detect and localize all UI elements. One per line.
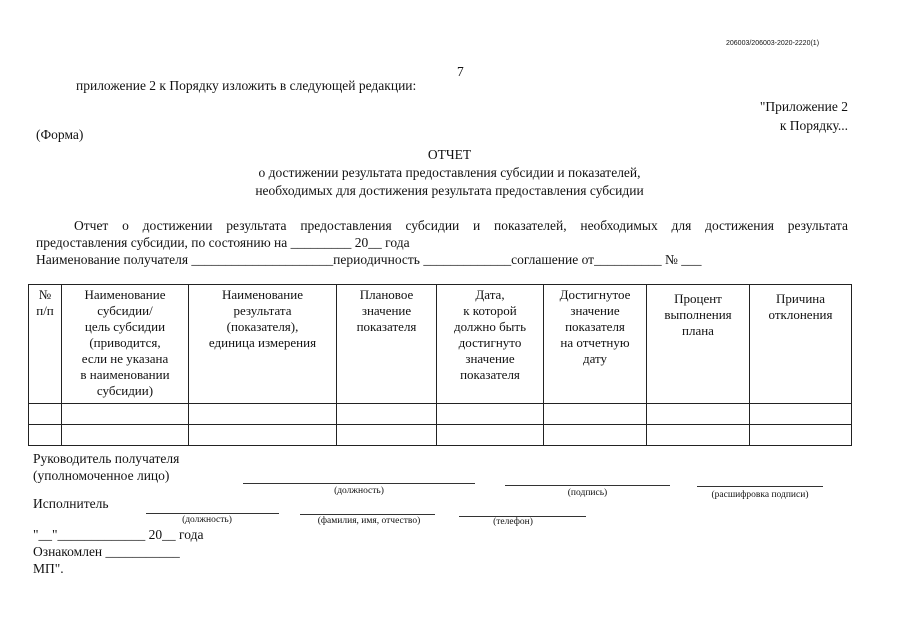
exec-name-line xyxy=(300,514,435,515)
head-label-line-1: Руководитель получателя xyxy=(33,451,180,466)
table-header-row xyxy=(29,285,852,404)
appendix-line-1: "Приложение 2 xyxy=(759,99,848,114)
table-cell[interactable] xyxy=(337,404,437,425)
exec-position-line xyxy=(146,513,279,514)
appendix-line-2: к Порядку... xyxy=(779,118,848,133)
table-cell[interactable] xyxy=(189,404,337,425)
acquainted-line: Ознакомлен ___________ xyxy=(33,544,180,559)
table-row xyxy=(29,425,852,446)
table-cell[interactable] xyxy=(189,425,337,446)
head-label-line-2: (уполномоченное лицо) xyxy=(33,468,170,483)
head-caption-position: (должность) xyxy=(334,486,384,496)
report-subtitle-1: о достижении результата предоставления субсидии и показателей, xyxy=(258,165,641,180)
report-subtitle-2: необходимых для достижения результата предоставления субсидии xyxy=(255,183,644,198)
table-cell[interactable] xyxy=(62,404,189,425)
exec-caption-phone: (телефон) xyxy=(493,517,533,527)
header-deviation-reason: Причина отклонения xyxy=(750,285,852,404)
intro-text: приложение 2 к Порядку изложить в следующей редакции: xyxy=(76,78,417,93)
recipient-line: Наименование получателя _____________________периодичность _____________соглашение от__________ № ___ xyxy=(36,252,702,267)
header-number: № п/п xyxy=(29,285,62,404)
table-cell[interactable] xyxy=(29,404,62,425)
document-code: 206003/206003-2020-2220(1) xyxy=(726,40,820,47)
header-subsidy-name: Наименование субсидии/ цель субсидии (приводится, если не указана в наименовании субсидии) xyxy=(62,285,189,404)
header-completion-percent: Процент выполнения плана xyxy=(647,285,750,404)
date-line: "__"_____________ 20__ года xyxy=(33,527,204,542)
report-title: ОТЧЕТ xyxy=(427,147,472,162)
table-cell[interactable] xyxy=(437,404,544,425)
header-target-date: Дата, к которой должно быть достигнуто значение показателя xyxy=(437,285,544,404)
table-cell[interactable] xyxy=(337,425,437,446)
page-number: 7 xyxy=(457,64,464,79)
form-label: (Форма) xyxy=(36,127,84,142)
table-cell[interactable] xyxy=(750,404,852,425)
report-paragraph-line-2: предоставления субсидии, по состоянию на _________ 20__ года xyxy=(36,235,410,250)
table-cell[interactable] xyxy=(647,404,750,425)
table-cell[interactable] xyxy=(544,425,647,446)
header-planned-value: Плановое значение показателя xyxy=(337,285,437,404)
table-cell[interactable] xyxy=(544,404,647,425)
table-cell[interactable] xyxy=(29,425,62,446)
head-position-line xyxy=(243,483,475,484)
exec-caption-position: (должность) xyxy=(182,515,232,525)
table-cell[interactable] xyxy=(62,425,189,446)
header-result-name: Наименование результата (показателя), единица измерения xyxy=(189,285,337,404)
table-cell[interactable] xyxy=(750,425,852,446)
report-table xyxy=(28,284,852,446)
head-caption-decoding: (расшифровка подписи) xyxy=(711,490,809,500)
head-caption-signature: (подпись) xyxy=(567,488,608,498)
header-achieved-value: Достигнутое значение показателя на отчетную дату xyxy=(544,285,647,404)
table-cell[interactable] xyxy=(437,425,544,446)
exec-caption-name: (фамилия, имя, отчество) xyxy=(317,516,421,526)
executor-label: Исполнитель xyxy=(33,496,109,511)
head-signature-line xyxy=(505,485,670,486)
report-paragraph-line-1: Отчет о достижении результата предоставления субсидии и показателей, необходимых для достижения результата xyxy=(74,218,848,233)
table-cell[interactable] xyxy=(647,425,750,446)
head-decoding-line xyxy=(697,486,823,487)
stamp-label: МП". xyxy=(33,561,64,576)
table-row xyxy=(29,404,852,425)
